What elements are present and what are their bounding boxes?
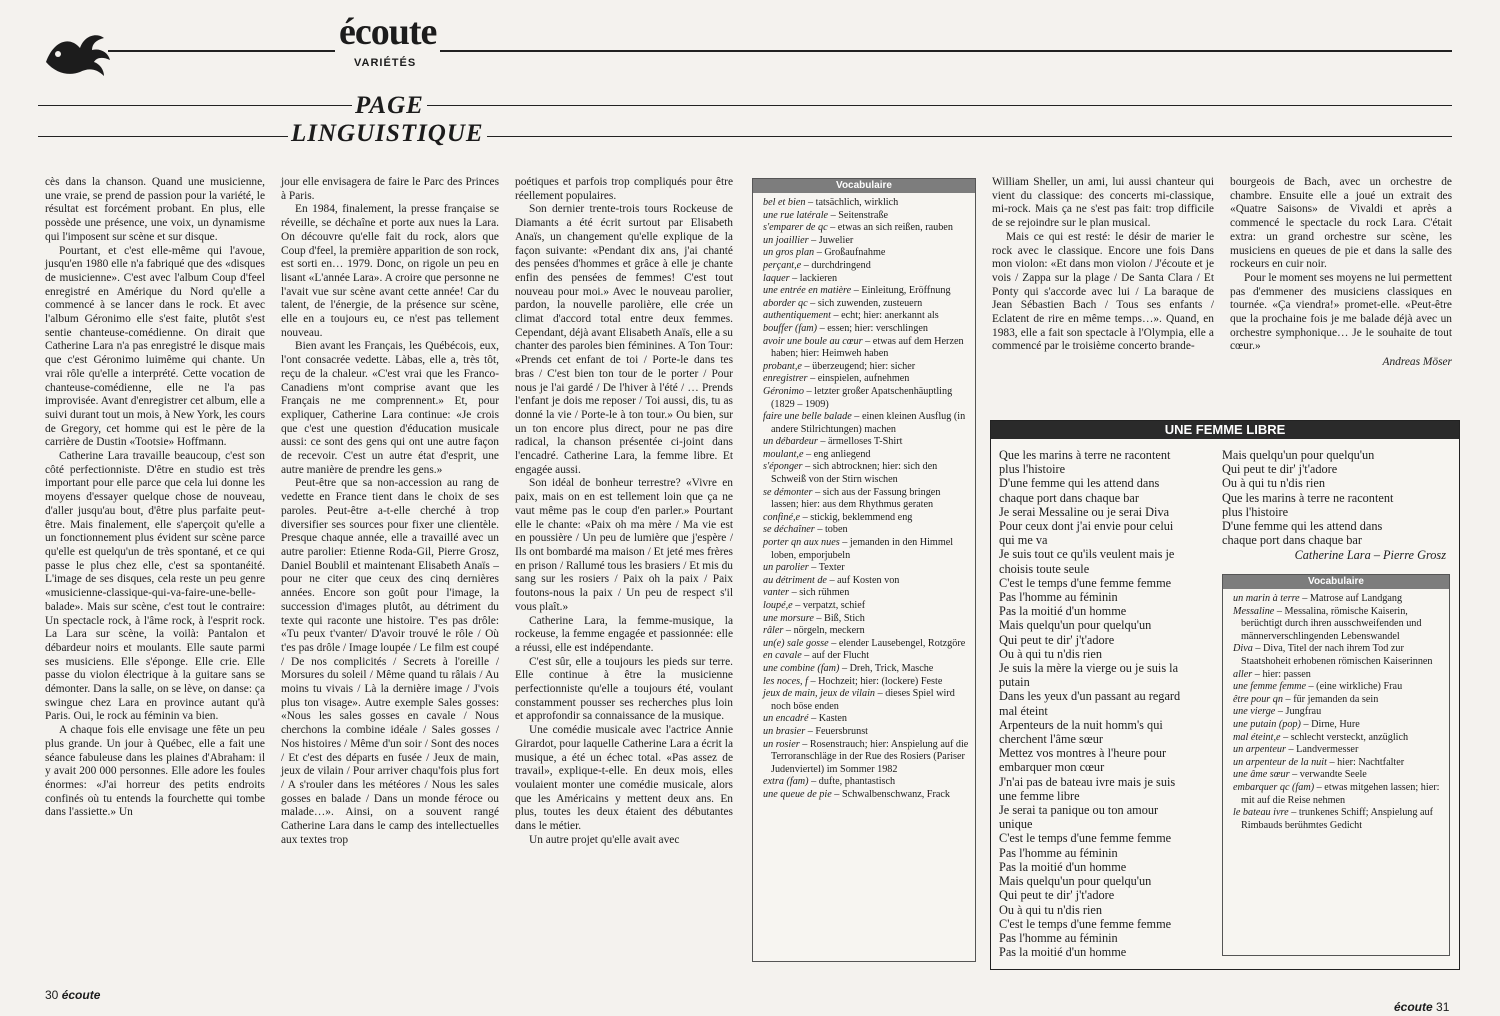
page-title-line2: LINGUISTIQUE [288,120,487,148]
lyric-line: mal éteint [999,703,1048,718]
vocabulary-entry: le bateau ivre – trunkenes Schiff; Anspielung auf Rimbauds berühmtes Gedicht [1233,807,1434,831]
lyric-line: C'est le temps d'une femme femme [999,831,1172,846]
paragraph: Son idéal de bonheur terrestre? «Vivre en paix, mais on en est tellement loin que ça ne vaut même pas le coup d'en parler.» Pourtant elle le chante: «Paix oh ma mère / Ma vie est en poussière / Un peu de lumière que j'espère / Ils ont bombardé ma maison / Et jeté mes frères en prison / Rallumé tous les brasiers / Et mis du sang sur les rosiers / Paix oh la paix / Paix foutons-nous la paix / Un peu de respect s'il vous plaît.» [515,477,733,613]
vocabulary-translation: Juwelier [818,234,854,246]
vocabulary-term: une femme femme [1233,681,1306,693]
lyric-line: C'est le temps d'une femme femme [999,916,1172,931]
title-rule-top [38,105,1452,106]
vocabulary-term: aborder qc [763,297,808,309]
vocabulary-translation: eng anliegend [813,448,871,460]
lyric-line: une femme libre [999,788,1080,803]
vocabulary-entry: une morsure – Biß, Stich [763,612,865,624]
vocabulary-list [753,193,975,804]
vocabulary-entry: une queue de pie – Schwalbenschwanz, Frack [763,788,951,800]
paragraph: Une comédie musicale avec l'actrice Annie Girardot, pour laquelle Catherine Lara a écrit la musique, a été un échec total. «Pas assez de travail», explique-t-elle. En deux mois, elles voulaient monter une comédie musicale, alors que les Américains y mettent deux ans. En plus, toutes les deux étaient des débutantes dans le métier. [515,724,733,833]
lyric-line: Ou à qui tu n'dis rien [999,902,1102,917]
vocabulary-term: avoir une boule au cœur [763,335,863,347]
vocabulary-translation: dufte, phantastisch [818,776,896,788]
vocabulary-term: extra (fam) [763,776,809,788]
vocabulary-entry: un gros plan – Großaufnahme [763,247,886,259]
header-rule [108,50,1452,52]
vocabulary-entry: un joaillier – Juwelier [763,234,854,246]
vocabulary-translation: hier: passen [1262,668,1311,680]
vocabulary-term: aller [1233,668,1253,680]
vocabulary-term: faire une belle balade [763,411,852,423]
vocabulary-term: embarquer qc (fam) [1233,781,1315,793]
lyric-line: cherchent l'âme sœur [999,732,1103,747]
vocabulary-entry: une vierge – Jungfrau [1233,706,1322,718]
vocabulary-heading: Vocabulaire [1223,575,1449,589]
song-credit: Catherine Lara – Pierre Grosz [1294,548,1446,562]
vocabulary-translation: Kasten [818,713,848,725]
vocabulary-entry: enregistrer – einspielen, aufnehmen [763,373,910,385]
vocabulary-translation: verpatzt, schief [802,600,866,611]
vocabulary-term: s'emparer de qc [763,222,828,234]
lyric-line: Je suis la mère la vierge ou je suis la [999,661,1179,676]
vocabulary-translation: etwas an sich reißen, rauben [837,222,953,234]
vocabulary-term: un(e) sale gosse [763,637,829,649]
page-number: 31 [1436,1000,1450,1014]
vocabulary-term: bel et bien [763,197,806,208]
vocabulary-translation: verwandte Seele [1299,769,1367,781]
magazine-name: écoute [61,988,101,1002]
paragraph: Bien avant les Français, les Québécois, eux, l'ont consacrée vedette. Làbas, elle a, très tôt, reçu de la chaleur. «C'est vrai que les Franco-Canadiens m'ont comprise avant que les Français ne me comprennent.» Et, pour expliquer, Catherine Lara continue: «Je crois que c'est une question d'éducation musicale aussi: ce sont des gens qui ont une autre façon de recevoir. C'est un autre état d'esprit, une autre manière de prendre les gens.» [281,340,499,476]
vocabulary-term: une putain (pop) [1233,718,1301,730]
vocabulary-entry: un parolier – Texter [763,562,845,574]
vocabulary-translation: sich rühmen [799,587,850,599]
lyric-line: Je serai ta panique ou ton amour [999,803,1159,818]
paragraph: Pourtant, et c'est elle-même qui l'avoue, jusqu'en 1980 elle n'a fabriqué que des «disques de musicienne». C'est avec l'album Coup d'feel enregistré en Amérique du Nord qu'elle a commencé à se lancer dans le rock. Et avec l'album Géronimo elle s'est faite, plutôt s'est sentie chanteuse-comédienne. On dirait que Catherine Lara n'a pas enregistré le disque mais que c'est Géronimo luimême qui chante. Un vrai rôle qu'elle a interprété. Cette vocation de chanteuse-comédienne, elle ne l'a pas improvisée. Avant d'enregistrer cet album, elle a suivi durant tout un mois, à New York, les cours de Gregory, cet homme qui est le père de la carrière de Dustin «Tootsie» Hoffmann. [45,244,265,449]
vocabulary-translation: Landvermesser [1296,744,1359,756]
lyric-line: Pas l'homme au féminin [999,930,1118,945]
vocabulary-term: un rosier [763,738,800,750]
lyric-line: Que les marins à terre ne racontent [999,448,1171,462]
vocabulary-entry: jeux de main, jeux de vilain – dieses Spiel wird noch böse enden [763,688,955,712]
vocabulary-entry: embarquer qc (fam) – etwas mitgehen lassen; hier: mit auf die Reise nehmen [1233,781,1440,806]
lyric-line: Pas l'homme au féminin [999,845,1118,860]
vocabulary-translation: Texter [818,562,845,574]
vocabulary-entry: faire une belle balade – einen kleinen Ausflug (in andere Stilrichtungen) machen [763,411,966,435]
vocabulary-translation: Schwalbenschwanz, Frack [841,788,951,800]
vocabulary-term: les noces, f [763,675,808,687]
vocabulary-entry: porter qn aux nues – jemanden in den Himmel loben, emporjubeln [763,537,954,561]
vocabulary-translation: Diva, Titel der nach ihrem Tod zur Staatshoheit erhobenen römischen Kaiserinnen [1241,643,1433,667]
vocabulary-term: une rue latérale [763,209,829,221]
vocabulary-translation: hier: Nachtfalter [1337,756,1405,768]
vocabulary-entry: une putain (pop) – Dirne, Hure [1233,718,1360,730]
vocabulary-translation: elender Lausebengel, Rotzgöre [838,637,966,649]
vocabulary-translation: schlecht versteckt, anzüglich [1290,731,1409,743]
vocabulary-entry: bouffer (fam) – essen; hier: verschlingen [763,322,928,334]
vocabulary-heading: Vocabulaire [753,179,975,193]
vocabulary-translation: Großaufnahme [824,247,886,259]
lyric-line: Qui peut te dir' j't'adore [999,632,1115,647]
vocabulary-translation: einen kleinen Ausflug (in andere Stilrichtungen) machen [771,411,966,435]
vocabulary-term: un débardeur [763,436,818,448]
vocabulary-entry: Géronimo – letzter großer Apatschenhäuptling (1829 – 1909) [763,385,953,410]
vocabulary-entry: Diva – Diva, Titel der nach ihrem Tod zur Staatshoheit erhobenen römischen Kaiserinnen [1233,643,1433,667]
vocabulary-translation: auf der Flucht [811,650,870,662]
vocabulary-term: Diva [1233,643,1253,655]
vocabulary-translation: Jungfrau [1285,706,1322,718]
vocabulary-entry: un rosier – Rosenstrauch; hier: Anspielung auf die Terroranschläge in der Rue des Rosiers (Pariser Judenviertel) im Sommer 1982 [763,738,969,775]
vocabulary-translation: Dreh, Trick, Masche [849,662,934,674]
lyric-line: chaque port dans chaque bar [999,490,1139,505]
vocabulary-translation: toben [824,524,848,536]
page-number: 30 [45,988,59,1002]
vocabulary-term: un joaillier [763,234,809,246]
vocabulary-entry: un arpenteur de la nuit – hier: Nachtfalter [1233,756,1405,768]
article-column-3 [515,176,733,847]
vocabulary-entry: moulant,e – eng anliegend [763,448,871,460]
vocabulary-term: en cavale [763,650,802,662]
lyric-line: Que les marins à terre ne racontent [1222,490,1394,505]
vocabulary-translation: sich aus der Fassung bringen lassen; hier: aus dem Rhythmus geraten [771,486,941,511]
paragraph: Catherine Lara, la femme-musique, la rockeuse, la femme engagée et passionnée: elle a réussi, elle est indépendante. [515,614,733,654]
paragraph: Pour le moment ses moyens ne lui permettent pas d'emmener des musiciens classiques en tournée. «Ça viendra!» promet-elle. «Peut-être que la prochaine fois je me balade déjà avec un orchestre symphonique… Je le souhaite de tout cœur.» [1230,271,1452,353]
vocabulary-box-2 [1222,574,1450,956]
lyric-line: Mais quelqu'un pour quelqu'un [1222,448,1375,462]
vocabulary-term: être pour qn [1233,693,1283,705]
lyric-line: Ou à qui tu n'dis rien [1222,476,1325,491]
lyric-line: Pas la moitié d'un homme [999,859,1127,874]
vocabulary-list [1223,589,1449,834]
vocabulary-entry: être pour qn – für jemanden da sein [1233,693,1379,705]
vocabulary-term: se démonter [763,486,813,498]
vocabulary-term: un marin à terre [1233,593,1300,604]
vocabulary-entry: bel et bien – tatsächlich, wirklich [763,197,899,208]
lyric-line: C'est le temps d'une femme femme [999,575,1172,590]
vocabulary-translation: auf Kosten von [837,574,900,586]
vocabulary-entry: s'éponger – sich abtrocknen; hier: sich den Schweiß von der Stirn wischen [763,461,938,486]
vocabulary-term: une combine (fam) [763,662,840,674]
lyric-line: plus l'histoire [999,462,1066,477]
paragraph: Peut-être que sa non-accession au rang de vedette en France tient dans le choix de ses paroles. Peut-être a-t-elle cherché à trop diversifier ses sources pour fixer une clientèle. Presque chaque année, elle a travaillé avec un autre parolier: Etienne Roda-Gil, Pierre Grosz, Daniel Boublil et maintenant Elisabeth Anaïs – pour ne citer que ceux des cinq dernières années. Encore son goût pour l'image, la succession d'images plutôt, au détriment du texte qui raconte une histoire. T'es pas drôle: «Tu peux t'vanter/ D'avoir trouvé le rôle / Où t'es pas drôle / Image loupée / Le film est coupé / De nos complicités / Secrets à l'oreille / Morsures du soleil / Même quand tu râlais / Au moins tu vivais / Là la dernière image / J'vois plus ton visage». Autre exemple Sales gosses: «Nous les sales gosses en cavale / Nous cherchons la combine idéale / Sales gosses / Nos histoires / Même d'un soir / Sont des noces / Et c'est des départs en fusée / Jeux de main, jeux de vilain / Pour arriver chaqu'fois plus fort / A s'rouler dans les météores / Nous les sales gosses en balade / Dans un monde féroce ou malade…». Ainsi, on a souvent rangé Catherine Lara dans le camp des intellectuelles aux textes trop [281,477,499,846]
vocabulary-term: authentiquement [763,310,831,322]
vocabulary-box-1 [752,178,976,962]
vocabulary-term: une âme sœur [1233,769,1290,781]
vocabulary-entry: les noces, f – Hochzeit; hier: (lockere) Feste [763,675,943,687]
magazine-title: écoute [335,10,440,54]
vocabulary-term: confiné,e [763,511,801,523]
article-column-5 [992,176,1214,354]
vocabulary-term: se déchaîner [763,524,815,536]
vocabulary-term: un parolier [763,562,809,574]
lyric-line: qui me va [999,533,1048,548]
vocabulary-term: râler [763,625,784,637]
vocabulary-term: bouffer (fam) [763,322,818,334]
vocabulary-translation: etwas auf dem Herzen haben; hier: Heimweh haben [771,335,964,360]
vocabulary-term: un brasier [763,725,806,737]
vocabulary-entry: une combine (fam) – Dreh, Trick, Masche [763,662,934,674]
vocabulary-entry: en cavale – auf der Flucht [763,650,870,662]
vocabulary-entry: se déchaîner – toben [763,524,848,536]
vocabulary-translation: Feuersbrunst [815,725,868,737]
lyric-line: chaque port dans chaque bar [1222,533,1362,548]
vocabulary-translation: ärmelloses T-Shirt [828,436,903,448]
vocabulary-term: une vierge [1233,706,1276,718]
lyric-line: Je suis tout ce qu'ils veulent mais je [999,547,1175,562]
lyric-line: Arpenteurs de la nuit homm's qui [999,717,1163,732]
song-title: UNE FEMME LIBRE [991,421,1459,439]
vocabulary-translation: Seitenstraße [838,209,889,221]
vocabulary-entry: un(e) sale gosse – elender Lausebengel, Rotzgöre [763,637,966,649]
vocabulary-term: perçant,e [763,259,802,271]
vocabulary-entry: au détriment de – auf Kosten von [763,574,900,586]
vocabulary-entry: se démonter – sich aus der Fassung bringen lassen; hier: aus dem Rhythmus geraten [763,486,941,511]
vocabulary-translation: einspielen, aufnehmen [817,373,910,385]
vocabulary-translation: dieses Spiel wird noch böse enden [771,688,955,712]
vocabulary-translation: trunkenes Schiff; Anspielung auf Rimbauds berühmtes Gedicht [1241,807,1434,831]
vocabulary-term: au détriment de [763,574,827,586]
vocabulary-term: jeux de main, jeux de vilain [763,688,876,700]
paragraph: cès dans la chanson. Quand une musicienne, une vraie, se prend de passion pour la variété, le résultat est forcément probant. En plus, elle possède une présence, une voix, un dynamisme qui l'imposent sur scène et sur disque. [45,176,265,243]
lyric-line: D'une femme qui les attend dans [1222,519,1383,534]
vocabulary-translation: Dirne, Hure [1311,718,1360,730]
article-column-1 [45,176,265,820]
vocabulary-translation: sich zuwenden, zusteuern [817,297,923,309]
paragraph: A chaque fois elle envisage une fête un peu plus grande. Un jour à Québec, elle a fait une séance fabuleuse dans les plaines d'Abraham: il y avait 200 000 personnes. Elle adore les foules énormes: «J'ai horreur des petits endroits confinés où tu entends la fourchette qui tombe dans l'assiette.» Un [45,724,265,819]
paragraph: Son dernier trente-trois tours Rockeuse de Diamants a été écrit surtout par Elisabeth Anaïs, un changement qu'elle explique de la façon suivante: «Pendant dix ans, j'ai chanté des pensées d'hommes et grâce à elle je chante enfin des pensées de femmes! C'est tout nouveau pour moi.» Avec le nouveau parolier, pardon, la nouvelle parolière, elle crée un climat d'accord total entre deux femmes. Cependant, déjà avant Elisabeth Anaïs, elle a su chanter des paroles bien féminines. A Ton Tour: «Prends cet enfant de toi / Porte-le dans tes bras / C'est bien ton tour de le porter / Pour nous je l'ai gardé / De l'hiver à l'été / … Prends l'enfant je dois me reposer / Toi aussi, dis, tu as donné la vie / Porte-le à ton tour.» Ou bien, sur un ton encore plus direct, pour ne pas dire radical, la chanson présentée ci-joint dans l'encadré. Catherine Lara, la femme libre. Et engagée aussi. [515,203,733,476]
article-column-2 [281,176,499,847]
vocabulary-entry: avoir une boule au cœur – etwas auf dem Herzen haben; hier: Heimweh haben [763,335,964,360]
vocabulary-entry: une femme femme – (eine wirkliche) Frau [1233,681,1403,693]
article-column-6 [1230,176,1452,370]
title-rule-bottom [38,136,1452,137]
page-number-left [45,988,100,1002]
vocabulary-entry: authentiquement – echt; hier: anerkannt als [763,310,939,322]
vocabulary-translation: sich abtrocknen; hier: sich den Schweiß von der Stirn wischen [771,461,938,486]
vocabulary-entry: vanter – sich rühmen [763,587,850,599]
vocabulary-term: enregistrer [763,373,808,385]
vocabulary-entry: un arpenteur – Landvermesser [1233,744,1359,756]
lyric-line: unique [999,817,1033,832]
vocabulary-entry: s'emparer de qc – etwas an sich reißen, rauben [763,222,953,234]
vocabulary-translation: tatsächlich, wirklich [815,197,899,208]
paragraph: En 1984, finalement, la presse française se réveille, se déchaîne et porte aux nues la Lara. On découvre qu'elle fait du rock, alors que Coup d'feel, la première apparition de son rock, est sorti en… 1979. Donc, on rigole un peu en lisant «L'année Lara». A croire que personne ne l'avait vue sur scène avant cette année! Car du talent, de l'énergie, de la présence sur scène, elle en a toujours eu, ce n'est pas tellement nouveau. [281,203,499,339]
vocabulary-entry: extra (fam) – dufte, phantastisch [763,776,896,788]
paragraph: Un autre projet qu'elle avait avec [529,833,680,846]
paragraph: jour elle envisagera de faire le Parc des Princes à Paris. [281,176,499,202]
lyric-line: Mais quelqu'un pour quelqu'un [999,874,1152,889]
vocabulary-term: une queue de pie [763,788,832,800]
song-lyrics-right [1222,448,1450,547]
vocabulary-translation: Einleitung, Eröffnung [861,285,951,297]
vocabulary-translation: für jemanden da sein [1293,693,1379,705]
lyric-line: Pas la moitié d'un homme [999,945,1127,960]
lyric-line: Ou à qui tu n'dis rien [999,646,1102,661]
paragraph: William Sheller, un ami, lui aussi chanteur qui vient du classique: des concerts mi-classique, mi-rock. Mais ça ne s'est pas fait: trop difficile de se rejoindre sur le plan musical. [992,176,1214,230]
paragraph: bourgeois de Bach, avec un orchestre de chambre. Ensuite elle a joué un extrait des «Quatre Saisons» de Vivaldi et après a commencé le spectacle du rock Lara. C'était extra: un grand orchestre sur scène, les musiciens en queues de pie et dans la salle des rockeurs en cuir noir. [1230,176,1452,271]
lyric-line: embarquer mon cœur [999,760,1105,775]
vocabulary-entry: une âme sœur – verwandte Seele [1233,769,1367,781]
vocabulary-term: un arpenteur de la nuit [1233,756,1327,768]
vocabulary-entry: Messaline – Messalina, römische Kaiserin, berüchtigt durch ihren ausschweifenden und männerverschlingenden Lebenswandel [1233,605,1422,642]
article-author: Andreas Möser [1382,356,1452,369]
vocabulary-translation: (eine wirkliche) Frau [1316,681,1403,693]
vocabulary-translation: durchdringend [811,259,871,271]
lyric-line: plus l'histoire [1222,504,1289,519]
vocabulary-translation: jemanden in den Himmel loben, emporjubeln [771,537,954,561]
vocabulary-term: un encadré [763,713,809,725]
vocabulary-term: le bateau ivre [1233,807,1289,819]
lyric-line: Pas l'homme au féminin [999,590,1118,605]
vocabulary-entry: une rue latérale – Seitenstraße [763,209,889,221]
vocabulary-term: une entrée en matière [763,285,852,297]
lyric-line: Qui peut te dir' j't'adore [1222,462,1338,477]
paragraph: poétiques et parfois trop compliqués pour être réellement populaires. [515,176,733,202]
vocabulary-entry: un brasier – Feuersbrunst [763,725,868,737]
vocabulary-term: laquer [763,272,790,284]
paragraph: C'est sûr, elle a toujours les pieds sur terre. Elle continue à être la musicienne perfectionniste qu'elle a toujours été, voulant constamment pousser ses recherches plus loin et approfondir sa connaissance de la musique. [515,655,733,723]
vocabulary-term: un arpenteur [1233,744,1286,756]
vocabulary-term: loupé,e [763,600,793,611]
vocabulary-entry: aborder qc – sich zuwenden, zusteuern [763,297,923,309]
vocabulary-translation: Matrose auf Landgang [1309,593,1403,604]
vocabulary-translation: nörgeln, meckern [793,625,865,637]
vocabulary-translation: überzeugend; hier: sicher [812,360,916,372]
vocabulary-term: une morsure [763,612,814,624]
lyric-line: Pas la moitié d'un homme [999,604,1127,619]
vocabulary-translation: stickig, beklemmend eng [810,511,913,523]
section-label: VARIÉTÉS [354,57,417,69]
vocabulary-term: Géronimo [763,385,804,397]
paragraph: Mais ce qui est resté: le désir de marier le rock avec le classique. Encore une fois Dans mon violon: «Et dans mon violon / J'écoute et je vois / Zappa sur la plage / De Santa Clara / Et Ponty qui s'accorde avec lui / La baraque de Jean Sébastien Bach / Tous ses enfants / Eclatent de rire en même temps…». Quand, en 1983, elle a fait son spectacle à l'Olympia, elle a commencé par le troisième concerto brande- [992,230,1214,353]
vocabulary-translation: essen; hier: verschlingen [827,322,928,334]
vocabulary-entry: confiné,e – stickig, beklemmend eng [763,511,913,523]
vocabulary-entry: un encadré – Kasten [763,713,848,725]
vocabulary-entry: un marin à terre – Matrose auf Landgang [1233,593,1403,604]
lyric-line: Mais quelqu'un pour quelqu'un [999,618,1152,633]
vocabulary-translation: Biß, Stich [824,612,865,624]
vocabulary-translation: Hochzeit; hier: (lockere) Feste [818,675,943,687]
vocabulary-translation: Messalina, römische Kaiserin, berüchtigt durch ihren ausschweifenden und männerverschlingenden Lebenswandel [1241,605,1422,642]
vocabulary-entry: probant,e – überzeugend; hier: sicher [763,360,916,372]
vocabulary-term: s'éponger [763,461,803,473]
vocabulary-translation: Rosenstrauch; hier: Anspielung auf die Terroranschläge in der Rue des Rosiers (Pariser Judenviertel) im Sommer 1982 [771,738,969,775]
lyric-line: Mettez vos montres à l'heure pour [999,746,1167,761]
lyric-line: D'une femme qui les attend dans [999,476,1160,491]
vocabulary-entry: aller – hier: passen [1233,668,1311,680]
vocabulary-entry: râler – nörgeln, meckern [763,625,865,637]
lyric-line: choisis toute seule [999,561,1090,576]
magazine-name: écoute [1394,1000,1433,1014]
vocabulary-term: un gros plan [763,247,815,259]
vocabulary-translation: lackieren [799,272,838,284]
lyric-line: Pour ceux dont j'ai envie pour celui [999,519,1174,534]
page-number-right [1394,1000,1449,1014]
vocabulary-term: mal éteint,e [1233,731,1281,743]
lyric-line: putain [999,675,1030,690]
vocabulary-term: probant,e [763,360,802,372]
vocabulary-translation: letzter großer Apatschenhäuptling (1829 – 1909) [771,385,953,410]
lyric-line: J'n'ai pas de bateau ivre mais je suis [999,774,1176,789]
vocabulary-entry: mal éteint,e – schlecht versteckt, anzüglich [1233,731,1409,743]
lyric-line: Qui peut te dir' j't'adore [999,888,1115,903]
vocabulary-entry: une entrée en matière – Einleitung, Eröffnung [763,285,951,297]
vocabulary-entry: perçant,e – durchdringend [763,259,871,271]
lyric-line: Dans les yeux d'un passant au regard [999,689,1181,704]
song-lyrics-left [999,448,1221,959]
vocabulary-term: porter qn aux nues [763,537,840,549]
page-title-line1: PAGE [352,92,427,120]
vocabulary-entry: loupé,e – verpatzt, schief [763,600,866,611]
vocabulary-term: vanter [763,587,790,599]
vocabulary-term: moulant,e [763,448,804,460]
paragraph: Catherine Lara travaille beaucoup, c'est son côté perfectionniste. D'être en studio est très important pour elle parce que cela lui donne les moyens d'essayer quelque chose de nouveau, d'aller jusqu'au bout, d'être plus parfaite peut-être. Mais finalement, elle s'aperçoit qu'elle a un fonctionnement plus évident sur scène parce qu'elle est quelqu'un de très spontané, et ce qui passe le plus chez elle, c'est sa spontanéité. L'image de ses disques, cela reste un peu genre «musicienne-classique-qui-va-faire-une-belle-balade». Mais sur scène, c'est tout le contraire: Un spectacle rock, à l'âme rock, à l'esprit rock. La Lara sur scène, la voilà: Pantalon et débardeur noirs et moulants. Elle saute parmi ses musiciens. Elle s'éponge. Elle crie. Elle passe du violon électrique à la guitare sans se démonter. Dans la salle, on se lève, on danse: ça swingue chez Lara en province autant qu'à Paris. Oui, le rock au féminin va bien. [45,450,265,723]
vocabulary-entry: un débardeur – ärmelloses T-Shirt [763,436,903,448]
vocabulary-translation: etwas mitgehen lassen; hier: mit auf die Reise nehmen [1241,781,1440,806]
vocabulary-entry: laquer – lackieren [763,272,838,284]
vocabulary-term: Messaline [1233,605,1275,617]
vocabulary-translation: echt; hier: anerkannt als [841,310,939,322]
lyric-line: Je serai Messaline ou je serai Diva [999,504,1170,519]
rooster-logo [40,22,112,80]
